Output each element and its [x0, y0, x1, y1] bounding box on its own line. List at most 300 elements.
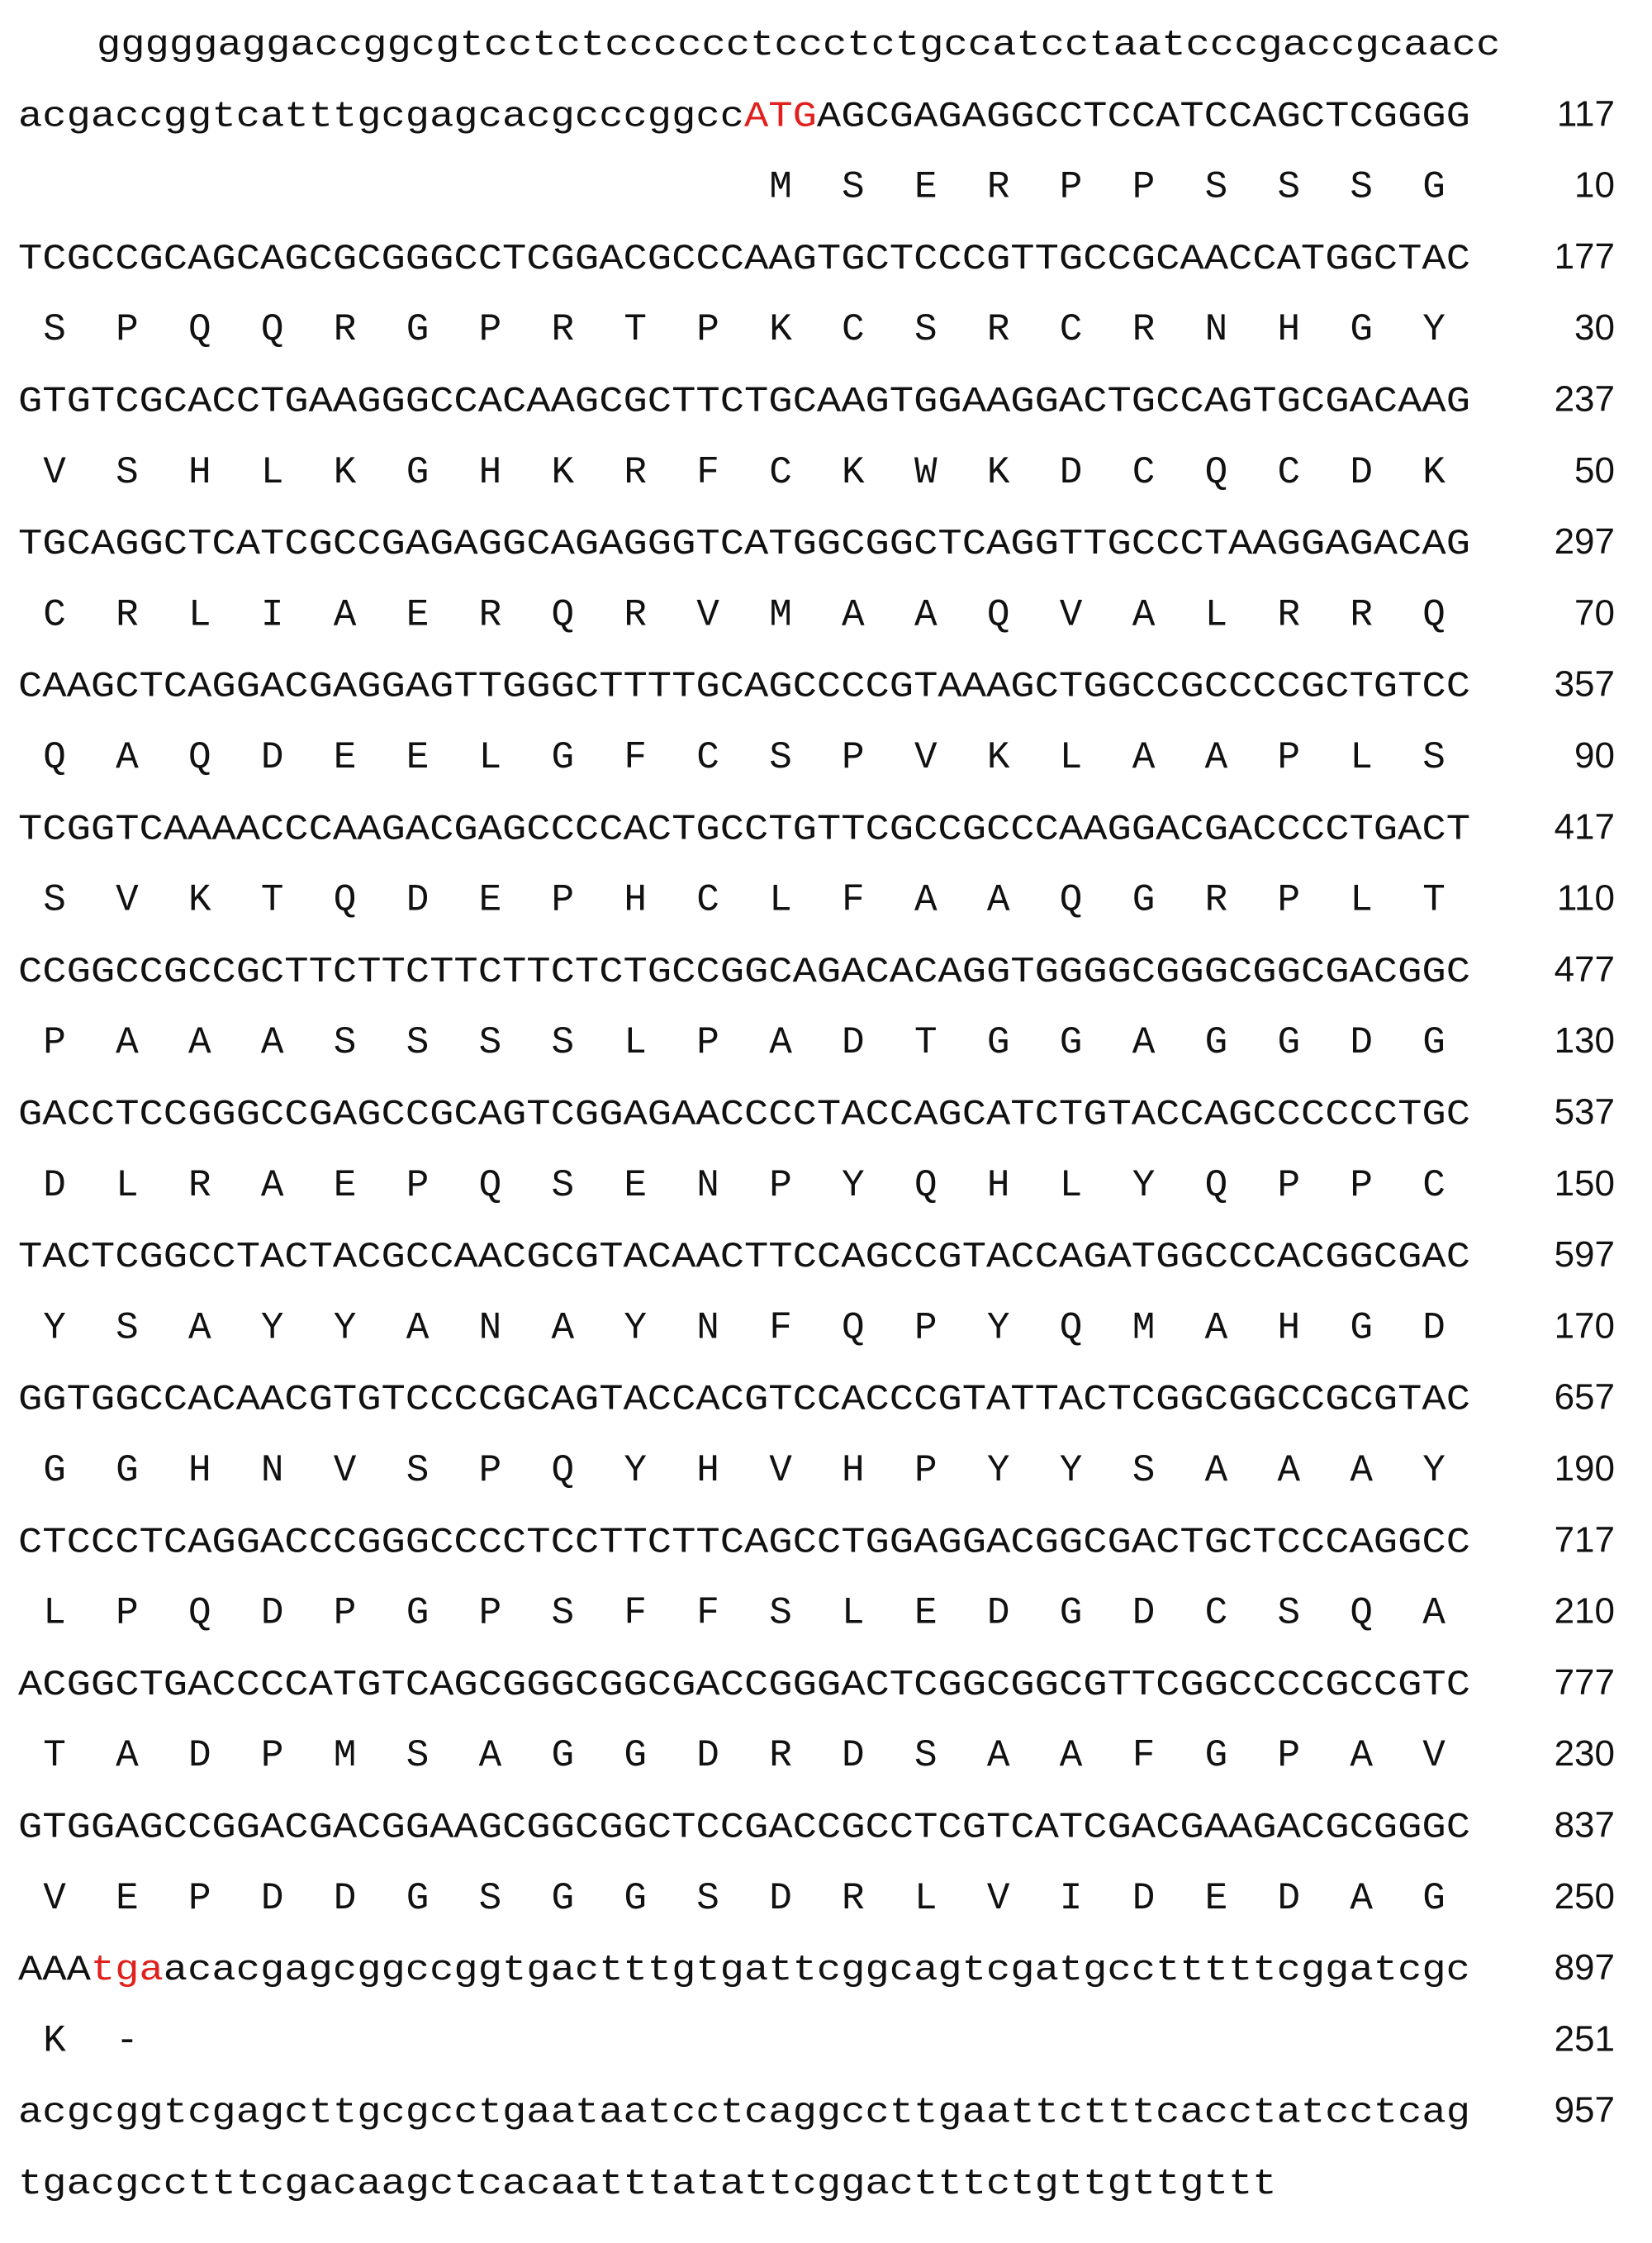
amino-acid: P — [1277, 736, 1301, 779]
position-number: 177 — [1554, 235, 1615, 277]
amino-acid: - — [116, 2019, 139, 2063]
sequence-segment: TCGCCGCAGCAGCGCGGGCCTCGGACGCCCAAGTGCTCCCGTTGCCGCAACCATGGCTAC — [18, 238, 1470, 280]
amino-acid: Q — [841, 1306, 865, 1350]
amino-acid: K — [333, 450, 357, 494]
amino-acid: S — [769, 1591, 792, 1635]
amino-acid: D — [841, 1734, 865, 1778]
sequence-segment: GACCTCCGGGCCGAGCCGCAGTCGGAGAACCCCTACCAGCATCTGTACCAGCCCCCCTGC — [18, 1094, 1470, 1136]
amino-acid: D — [1422, 1306, 1446, 1350]
sequence-segment: TCGGTCAAAACCCAAGACGAGCCCCACTGCCTGTTCGCCGCCCAAGGACGACCCCTGACT — [18, 809, 1470, 851]
amino-acid: E — [914, 165, 938, 209]
amino-acid: S — [406, 1734, 430, 1778]
amino-acid: F — [696, 1591, 719, 1635]
position-number: 170 — [1554, 1305, 1615, 1347]
amino-acid: D — [986, 1591, 1010, 1635]
amino-acid: P — [914, 1449, 938, 1492]
amino-acid: V — [43, 450, 66, 494]
amino-acid: H — [841, 1449, 865, 1492]
sequence-segment: gggggaggaccggcgtcctctcccccctccctctgccatcctaatcccgaccgcaacc — [97, 25, 1501, 66]
amino-acid: A — [188, 1021, 211, 1065]
amino-acid: L — [43, 1591, 66, 1635]
nucleotide-line — [18, 1095, 1470, 1136]
position-number: 230 — [1554, 1733, 1615, 1775]
amino-acid: G — [406, 450, 430, 494]
amino-acid: P — [1277, 1734, 1301, 1778]
nucleotide-line — [18, 239, 1470, 280]
amino-acid: R — [1204, 878, 1228, 922]
position-number: 150 — [1554, 1162, 1615, 1204]
amino-acid: S — [1350, 165, 1374, 209]
sequence-segment: CCGGCCGCCGCTTCTTCTTCTTCTCTGCCGGCAGACACAGGTGGGGCGGGCGGCGACGGC — [18, 951, 1470, 993]
amino-acid: D — [1350, 1021, 1374, 1065]
amino-acid: Y — [624, 1306, 648, 1350]
amino-acid: Q — [551, 593, 575, 637]
amino-acid: R — [333, 308, 357, 352]
amino-acid: G — [624, 1876, 648, 1920]
amino-acid: A — [1204, 1306, 1228, 1350]
amino-acid: C — [841, 308, 865, 352]
amino-acid: S — [841, 165, 865, 209]
amino-acid: A — [841, 593, 865, 637]
amino-acid: Q — [260, 308, 284, 352]
amino-acid: G — [1350, 308, 1374, 352]
sequence-segment: CAAGCTCAGGACGAGGAGTTGGGCTTTTGCAGCCCCGTAAAGCTGGCCGCCCCGCTGTCC — [18, 666, 1470, 708]
nucleotide-line — [18, 96, 1470, 137]
amino-acid: G — [551, 1734, 575, 1778]
amino-acid: L — [260, 450, 284, 494]
amino-acid: R — [116, 593, 139, 637]
amino-acid: I — [1059, 1876, 1083, 1920]
amino-acid: W — [914, 450, 938, 494]
amino-acid: H — [986, 1163, 1010, 1207]
amino-acid: P — [116, 308, 139, 352]
amino-acid: P — [1059, 165, 1083, 209]
amino-acid: A — [333, 593, 357, 637]
amino-acid: D — [43, 1163, 66, 1207]
amino-acid: D — [333, 1876, 357, 1920]
nucleotide-line — [18, 1808, 1470, 1849]
amino-acid: G — [1059, 1021, 1083, 1065]
amino-acid: D — [1059, 450, 1083, 494]
position-number: 190 — [1554, 1448, 1615, 1489]
position-number: 70 — [1574, 592, 1615, 634]
amino-acid: S — [1132, 1449, 1156, 1492]
amino-acid: K — [188, 878, 211, 922]
amino-acid: L — [188, 593, 211, 637]
amino-acid: Y — [986, 1306, 1010, 1350]
amino-acid: A — [478, 1734, 502, 1778]
amino-acid: D — [260, 1876, 284, 1920]
amino-acid: L — [1350, 736, 1374, 779]
amino-acid: R — [1350, 593, 1374, 637]
amino-acid: C — [696, 878, 719, 922]
amino-acid: A — [1204, 1449, 1228, 1492]
amino-acid: R — [986, 165, 1010, 209]
amino-acid: A — [406, 1306, 430, 1350]
amino-acid: Q — [188, 736, 211, 779]
amino-acid: Q — [1350, 1591, 1374, 1635]
amino-acid: G — [551, 1876, 575, 1920]
nucleotide-line — [18, 952, 1470, 993]
nucleotide-line — [18, 1950, 1470, 1991]
amino-acid: A — [1132, 593, 1156, 637]
nucleotide-line — [18, 1380, 1470, 1421]
amino-acid: G — [624, 1734, 648, 1778]
amino-acid: R — [1277, 593, 1301, 637]
amino-acid: G — [43, 1449, 66, 1492]
amino-acid: Q — [1422, 593, 1446, 637]
position-number: 50 — [1574, 449, 1615, 491]
amino-acid: G — [406, 1876, 430, 1920]
amino-acid: A — [116, 1021, 139, 1065]
sequence-segment: TACTCGGCCTACTACGCCAACGCGTACAACTTCCAGCCGTACCAGATGGCCCACGGCGAC — [18, 1237, 1470, 1279]
amino-acid: P — [1350, 1163, 1374, 1207]
amino-acid: P — [406, 1163, 430, 1207]
amino-acid: C — [1132, 450, 1156, 494]
amino-acid: G — [1422, 1876, 1446, 1920]
amino-acid: M — [1132, 1306, 1156, 1350]
amino-acid: A — [1277, 1449, 1301, 1492]
amino-acid: F — [624, 1591, 648, 1635]
amino-acid: Q — [188, 308, 211, 352]
amino-acid: C — [1422, 1163, 1446, 1207]
amino-acid: A — [1350, 1449, 1374, 1492]
amino-acid: T — [260, 878, 284, 922]
amino-acid: A — [116, 736, 139, 779]
amino-acid: P — [914, 1306, 938, 1350]
amino-acid: L — [624, 1021, 648, 1065]
amino-acid: H — [1277, 1306, 1301, 1350]
amino-acid: S — [478, 1876, 502, 1920]
nucleotide-line — [18, 524, 1470, 565]
amino-acid: L — [1204, 593, 1228, 637]
position-number: 90 — [1574, 735, 1615, 776]
amino-acid: H — [478, 450, 502, 494]
amino-acid: D — [260, 1591, 284, 1635]
amino-acid: D — [406, 878, 430, 922]
amino-acid: M — [333, 1734, 357, 1778]
amino-acid: Y — [1132, 1163, 1156, 1207]
amino-acid: R — [624, 593, 648, 637]
amino-acid: C — [769, 450, 792, 494]
amino-acid: S — [769, 736, 792, 779]
amino-acid: V — [1059, 593, 1083, 637]
position-number: 657 — [1554, 1376, 1615, 1418]
amino-acid: Q — [1059, 1306, 1083, 1350]
amino-acid: D — [1350, 450, 1374, 494]
amino-acid: E — [914, 1591, 938, 1635]
amino-acid: Y — [43, 1306, 66, 1350]
sequence-segment: GTGGAGCCGGACGACGGAAGCGGCGGCTCCGACCGCCTCGTCATCGACGAAGACGCGGGC — [18, 1807, 1470, 1849]
amino-acid: G — [1059, 1591, 1083, 1635]
amino-acid: F — [696, 450, 719, 494]
amino-acid: V — [696, 593, 719, 637]
amino-acid: Y — [1059, 1449, 1083, 1492]
nucleotide-line — [97, 25, 1500, 66]
amino-acid: G — [406, 308, 430, 352]
amino-acid: L — [769, 878, 792, 922]
nucleotide-line — [18, 382, 1470, 423]
amino-acid: P — [478, 308, 502, 352]
position-number: 130 — [1554, 1020, 1615, 1062]
amino-acid: E — [478, 878, 502, 922]
amino-acid: Y — [1422, 1449, 1446, 1492]
position-number: 251 — [1554, 2018, 1615, 2060]
amino-acid: G — [1422, 1021, 1446, 1065]
amino-acid: P — [1277, 878, 1301, 922]
amino-acid: F — [769, 1306, 792, 1350]
amino-acid: E — [116, 1876, 139, 1920]
nucleotide-line — [18, 809, 1470, 850]
position-number: 250 — [1554, 1875, 1615, 1917]
amino-acid: A — [1132, 1021, 1156, 1065]
amino-acid: S — [551, 1021, 575, 1065]
position-number: 417 — [1554, 806, 1615, 848]
position-number: 777 — [1554, 1661, 1615, 1703]
position-number: 717 — [1554, 1519, 1615, 1561]
position-number: 957 — [1554, 2089, 1615, 2131]
amino-acid: P — [116, 1591, 139, 1635]
amino-acid: A — [1132, 736, 1156, 779]
amino-acid: D — [696, 1734, 719, 1778]
amino-acid: D — [841, 1021, 865, 1065]
amino-acid: Y — [841, 1163, 865, 1207]
amino-acid: A — [188, 1306, 211, 1350]
amino-acid: K — [551, 450, 575, 494]
sequence-segment: acgaccggtcatttgcgagcacgcccggcc — [18, 96, 673, 138]
amino-acid: L — [116, 1163, 139, 1207]
amino-acid: S — [43, 308, 66, 352]
amino-acid: A — [116, 1734, 139, 1778]
sequence-segment: TGCAGGCTCATCGCCGAGAGGCAGAGGGTCATGGCGGCTCAGGTTGCCCTAAGGAGACAG — [18, 524, 1470, 566]
amino-acid: P — [769, 1163, 792, 1207]
amino-acid: N — [1204, 308, 1228, 352]
amino-acid: C — [1277, 450, 1301, 494]
amino-acid: P — [188, 1876, 211, 1920]
sequence-segment: AAA — [18, 1950, 84, 1992]
sequence-segment: tgacgcctttcgacaagctcacaatttatattcggactttctgttgttgttt — [18, 2164, 1277, 2205]
sequence-segment: acgcggtcgagcttgcgcctgaataatcctcaggccttgaattctttcacctatcctcag — [18, 2092, 1470, 2134]
nucleotide-line — [18, 1522, 1470, 1563]
amino-acid: V — [1422, 1734, 1446, 1778]
amino-acid: D — [260, 736, 284, 779]
amino-acid: S — [116, 1306, 139, 1350]
amino-acid: A — [260, 1021, 284, 1065]
position-number: 110 — [1556, 877, 1615, 919]
amino-acid: G — [116, 1449, 139, 1492]
nucleotide-line — [18, 2164, 1277, 2205]
amino-acid: S — [406, 1449, 430, 1492]
amino-acid: A — [769, 1021, 792, 1065]
amino-acid: E — [1204, 1876, 1228, 1920]
amino-acid: S — [116, 450, 139, 494]
amino-acid: S — [1422, 736, 1446, 779]
amino-acid: Q — [914, 1163, 938, 1207]
amino-acid: C — [1059, 308, 1083, 352]
amino-acid: V — [43, 1876, 66, 1920]
position-number: 117 — [1556, 93, 1615, 135]
amino-acid: E — [333, 736, 357, 779]
amino-acid: S — [914, 1734, 938, 1778]
position-number: 10 — [1574, 164, 1615, 206]
sequence-segment: ACGGCTGACCCCATGTCAGCGGGCGGCGACCGGGACTCGGCGGCGTTCGGCCCCGCCGTC — [18, 1664, 1470, 1706]
amino-acid: V — [116, 878, 139, 922]
amino-acid: S — [551, 1591, 575, 1635]
amino-acid: P — [841, 736, 865, 779]
amino-acid: C — [1204, 1591, 1228, 1635]
amino-acid: P — [260, 1734, 284, 1778]
amino-acid: A — [986, 1734, 1010, 1778]
amino-acid: G — [1350, 1306, 1374, 1350]
amino-acid: T — [1422, 878, 1446, 922]
amino-acid: L — [914, 1876, 938, 1920]
amino-acid: L — [1059, 736, 1083, 779]
amino-acid: T — [43, 1734, 66, 1778]
amino-acid: G — [1422, 165, 1446, 209]
amino-acid: M — [769, 593, 792, 637]
amino-acid: G — [1204, 1734, 1228, 1778]
amino-acid: Y — [986, 1449, 1010, 1492]
amino-acid: R — [551, 308, 575, 352]
amino-acid: H — [1277, 308, 1301, 352]
amino-acid: L — [478, 736, 502, 779]
amino-acid: R — [624, 450, 648, 494]
amino-acid: C — [43, 593, 66, 637]
amino-acid: P — [696, 1021, 719, 1065]
nucleotide-line — [18, 667, 1470, 708]
amino-acid: D — [1132, 1876, 1156, 1920]
amino-acid: Y — [624, 1449, 648, 1492]
amino-acid: S — [1277, 1591, 1301, 1635]
amino-acid: G — [1277, 1021, 1301, 1065]
amino-acid: G — [406, 1591, 430, 1635]
position-number: 537 — [1554, 1091, 1615, 1133]
amino-acid: A — [1350, 1734, 1374, 1778]
amino-acid: H — [188, 450, 211, 494]
amino-acid: C — [696, 736, 719, 779]
amino-acid: Q — [986, 593, 1010, 637]
amino-acid: E — [406, 736, 430, 779]
position-number: 357 — [1554, 663, 1615, 705]
amino-acid: S — [43, 878, 66, 922]
amino-acid: N — [696, 1306, 719, 1350]
highlighted-codon: tga — [90, 1950, 157, 1992]
amino-acid: A — [1422, 1591, 1446, 1635]
amino-acid: S — [1277, 165, 1301, 209]
amino-acid: Q — [1059, 878, 1083, 922]
nucleotide-line — [18, 2093, 1470, 2134]
amino-acid: S — [696, 1876, 719, 1920]
amino-acid: E — [333, 1163, 357, 1207]
sequence-segment: GTGTCGCACCTGAAGGGCCACAAGCGCTTCTGCAAGTGGAAGGACTGCCAGTGCGACAAG — [18, 381, 1470, 423]
amino-acid: P — [551, 878, 575, 922]
amino-acid: P — [1277, 1163, 1301, 1207]
amino-acid: A — [1204, 736, 1228, 779]
amino-acid: N — [696, 1163, 719, 1207]
nucleotide-line — [18, 1665, 1470, 1706]
position-number: 597 — [1554, 1234, 1615, 1276]
amino-acid: T — [914, 1021, 938, 1065]
amino-acid: A — [914, 878, 938, 922]
position-number: 837 — [1554, 1804, 1615, 1846]
amino-acid: F — [841, 878, 865, 922]
amino-acid: V — [914, 736, 938, 779]
amino-acid: I — [260, 593, 284, 637]
amino-acid: R — [478, 593, 502, 637]
amino-acid: P — [333, 1591, 357, 1635]
position-number: 297 — [1554, 521, 1615, 563]
amino-acid: K — [841, 450, 865, 494]
amino-acid: K — [986, 736, 1010, 779]
amino-acid: V — [769, 1449, 792, 1492]
amino-acid: Y — [333, 1306, 357, 1350]
amino-acid: N — [478, 1306, 502, 1350]
amino-acid: Y — [260, 1306, 284, 1350]
amino-acid: A — [551, 1306, 575, 1350]
amino-acid: H — [188, 1449, 211, 1492]
amino-acid: P — [1132, 165, 1156, 209]
amino-acid: Q — [188, 1591, 211, 1635]
amino-acid: A — [260, 1163, 284, 1207]
amino-acid: S — [406, 1021, 430, 1065]
amino-acid: L — [841, 1591, 865, 1635]
nucleotide-line — [18, 1237, 1470, 1278]
amino-acid: Q — [1204, 450, 1228, 494]
amino-acid: L — [1350, 878, 1374, 922]
sequence-segment: CTCCCTCAGGACCCGGGCCCCTCCTTCTTCAGCCTGGAGGACGGCGACTGCTCCCAGGCC — [18, 1522, 1470, 1564]
amino-acid: P — [43, 1021, 66, 1065]
amino-acid: S — [1204, 165, 1228, 209]
amino-acid: K — [986, 450, 1010, 494]
position-number: 897 — [1554, 1947, 1615, 1989]
amino-acid: Q — [43, 736, 66, 779]
amino-acid: S — [478, 1021, 502, 1065]
amino-acid: R — [188, 1163, 211, 1207]
amino-acid: D — [1277, 1876, 1301, 1920]
amino-acid: A — [1059, 1734, 1083, 1778]
sequence-segment: acacgagcggccggtgactttgtgattcggcagtcgatgcctttttcggatcgc — [163, 1950, 1341, 1992]
amino-acid: G — [551, 736, 575, 779]
amino-acid: A — [914, 593, 938, 637]
amino-acid: R — [841, 1876, 865, 1920]
amino-acid: M — [769, 165, 792, 209]
amino-acid: N — [260, 1449, 284, 1492]
amino-acid: E — [406, 593, 430, 637]
amino-acid: S — [333, 1021, 357, 1065]
amino-acid: G — [1204, 1021, 1228, 1065]
amino-acid: K — [1422, 450, 1446, 494]
position-number: 477 — [1554, 948, 1615, 990]
sequence-segment: AGCGAGAGGCCTCCATCCAGCTCGGGG — [816, 96, 1406, 138]
amino-acid: K — [43, 2019, 66, 2063]
amino-acid: R — [769, 1734, 792, 1778]
position-number: 237 — [1554, 378, 1615, 420]
amino-acid: V — [333, 1449, 357, 1492]
amino-acid: Y — [1422, 308, 1446, 352]
amino-acid: A — [986, 878, 1010, 922]
amino-acid: D — [1132, 1591, 1156, 1635]
amino-acid: E — [624, 1163, 648, 1207]
amino-acid: S — [551, 1163, 575, 1207]
amino-acid: A — [1350, 1876, 1374, 1920]
amino-acid: D — [769, 1876, 792, 1920]
amino-acid: D — [188, 1734, 211, 1778]
amino-acid: G — [1132, 878, 1156, 922]
amino-acid: H — [624, 878, 648, 922]
amino-acid: K — [769, 308, 792, 352]
position-number: 30 — [1574, 307, 1615, 349]
position-number: 210 — [1554, 1590, 1615, 1632]
